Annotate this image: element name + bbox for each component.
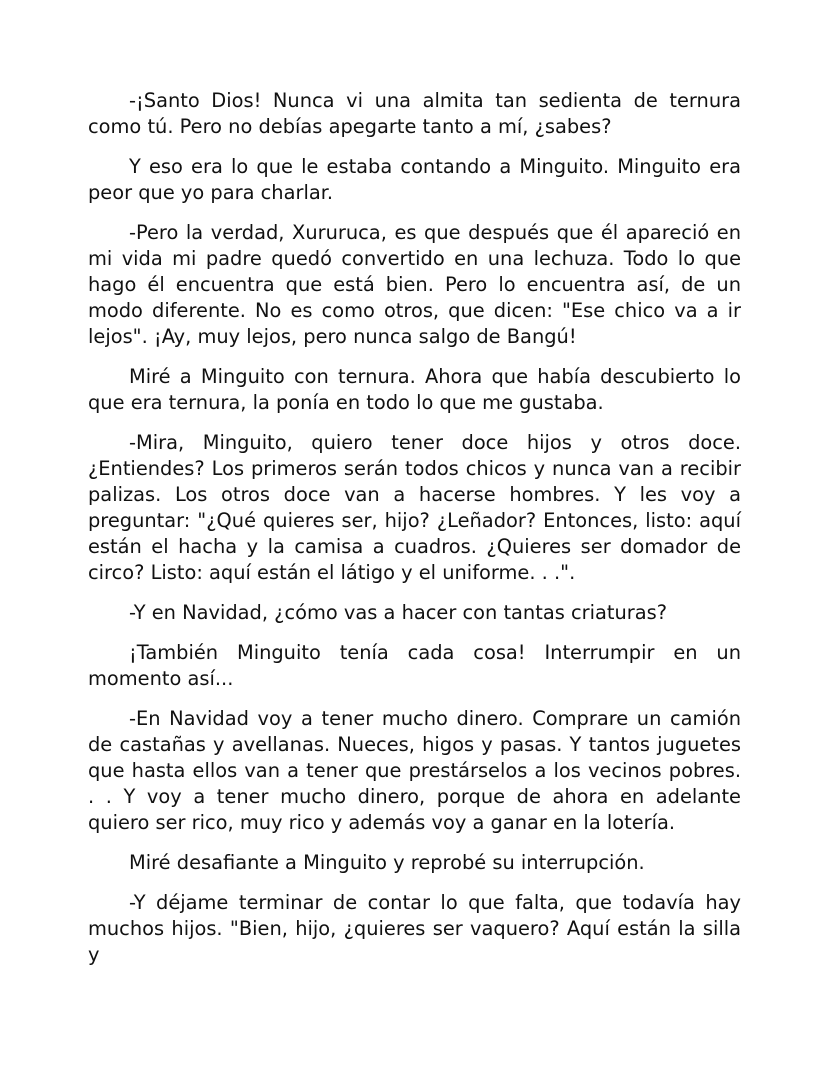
paragraph-9: Miré desafiante a Minguito y reprobé su interrupción. [129,851,645,874]
paragraph-5: -Mira, Minguito, quiero tener doce hijos y otros doce. ¿Entiendes? Los primeros serán todos chicos y nunca van a recibir palizas. Los otros doce van a hacerse hombres. Y les voy a preguntar: "¿Qué quieres ser, hijo? ¿Leñador? Entonces, listo: aquí están el hacha y la camisa a cuadros. ¿Quieres ser domador de circo? Listo: aquí están el látigo y el uniforme. . .". [88,431,741,584]
paragraph-4: Miré a Minguito con ternura. Ahora que había descubierto lo que era ternura, la ponía en todo lo que me gustaba. [88,365,741,414]
paragraph-6: -Y en Navidad, ¿cómo vas a hacer con tantas criaturas? [129,601,668,624]
paragraph-8: -En Navidad voy a tener mucho dinero. Comprare un camión de castañas y avellanas. Nueces, higos y pasas. Y tantos juguetes que hasta ellos van a tener que prestárselos a los vecinos pobres. . . Y voy a tener mucho dinero, porque de ahora en adelante quiero ser rico, muy rico y además voy a ganar en la lotería. [88,707,741,834]
paragraph-1: -¡Santo Dios! Nunca vi una almita tan sedienta de ternura como tú. Pero no debías apegarte tanto a mí, ¿sabes? [88,89,741,138]
paragraph-7: ¡También Minguito tenía cada cosa! Interrumpir en un momento así... [88,641,741,690]
paragraph-10: -Y déjame terminar de contar lo que falta, que todavía hay muchos hijos. "Bien, hijo, ¿quieres ser vaquero? Aquí están la silla y [88,891,741,966]
body-text [88,88,741,982]
paragraph-3: -Pero la verdad, Xururuca, es que después que él apareció en mi vida mi padre quedó convertido en una lechuza. Todo lo que hago él encuentra que está bien. Pero lo encuentra así, de un modo diferente. No es como otros, que dicen: "Ese chico va a ir lejos". ¡Ay, muy lejos, pero nunca salgo de Bangú! [88,221,741,348]
paragraph-2: Y eso era lo que le estaba contando a Minguito. Minguito era peor que yo para charlar. [88,155,741,204]
